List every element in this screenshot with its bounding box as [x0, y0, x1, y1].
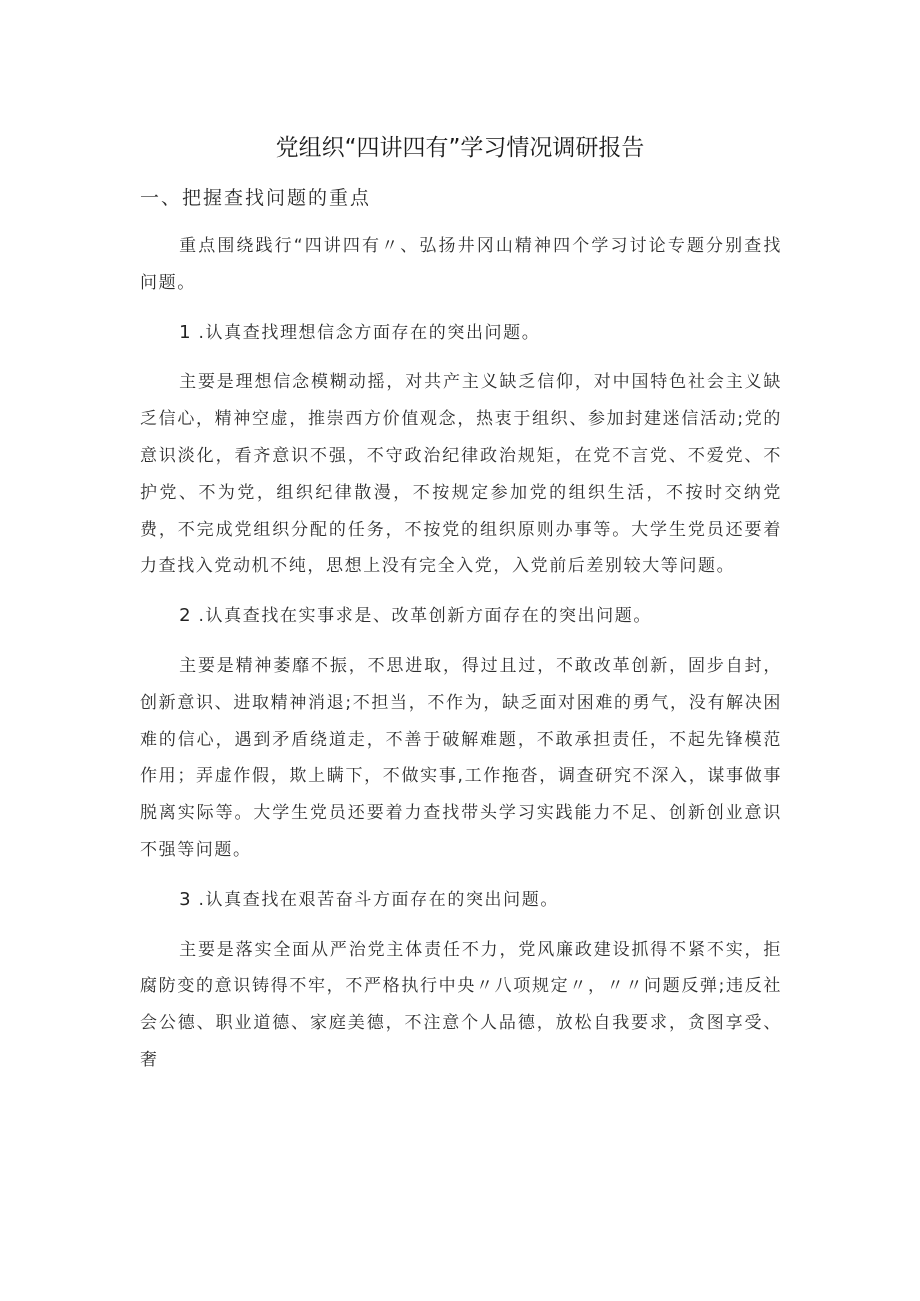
document-title: 党组织“四讲四有”学习情况调研报告 [275, 135, 645, 161]
intro-paragraph: 重点围绕践行“四讲四有〃、弘扬井冈山精神四个学习讨论专题分别查找问题。 [140, 236, 782, 293]
item-1-paragraph: 主要是理想信念模糊动摇，对共产主义缺乏信仰，对中国特色社会主义缺乏信心，精神空虚，推崇西方价值观念，热衷于组织、参加封建迷信活动;党的意识淡化，看齐意识不强，不守政治纪律政治规矩，在党不言党、不爱党、不护党、不为党，组织纪律散漫，不按规定参加党的组织生活，不按时交纳党费，不完成党组织分配的任务，不按党的组织原则办事等。大学生党员还要着力查找入党动机不纯，思想上没有完全入党，入党前后差别较大等问题。 [140, 372, 782, 577]
item-2-heading [140, 598, 782, 635]
section-heading: 一、把握查找问题的重点 [140, 187, 372, 209]
item-2-heading-text: .认真查找在实事求是、改革创新方面存在的突出问题。 [198, 606, 652, 627]
item-1-number: 1 [179, 321, 199, 343]
item-1-heading [140, 315, 782, 352]
item-3-paragraph: 主要是落实全面从严治党主体责任不力，党风廉政建设抓得不紧不实，拒腐防变的意识铸得不牢，不严格执行中央〃八项规定〃，〃〃问题反弹;违反社会公德、职业道德、家庭美德，不注意个人品德，放松自我要求，贪图享受、奢 [140, 939, 782, 1070]
item-3-heading-text: .认真查找在艰苦奋斗方面存在的突出问题。 [198, 889, 559, 910]
item-3-number: 3 [179, 888, 199, 910]
document-body [140, 228, 782, 1092]
item-2-number: 2 [179, 605, 199, 627]
item-2-paragraph: 主要是精神萎靡不振，不思进取，得过且过，不敢改革创新，固步自封，创新意识、进取精神消退;不担当，不作为，缺乏面对困难的勇气，没有解决困难的信心，遇到矛盾绕道走，不善于破解难题，不敢承担责任，不起先锋模范作用；弄虚作假，欺上瞒下，不做实事,工作拖沓，调查研究不深入，谋事做事脱离实际等。大学生党员还要着力查找带头学习实践能力不足、创新创业意识不强等问题。 [140, 655, 782, 860]
item-3-heading [140, 882, 782, 919]
item-1-heading-text: .认真查找理想信念方面存在的突出问题。 [198, 322, 541, 343]
